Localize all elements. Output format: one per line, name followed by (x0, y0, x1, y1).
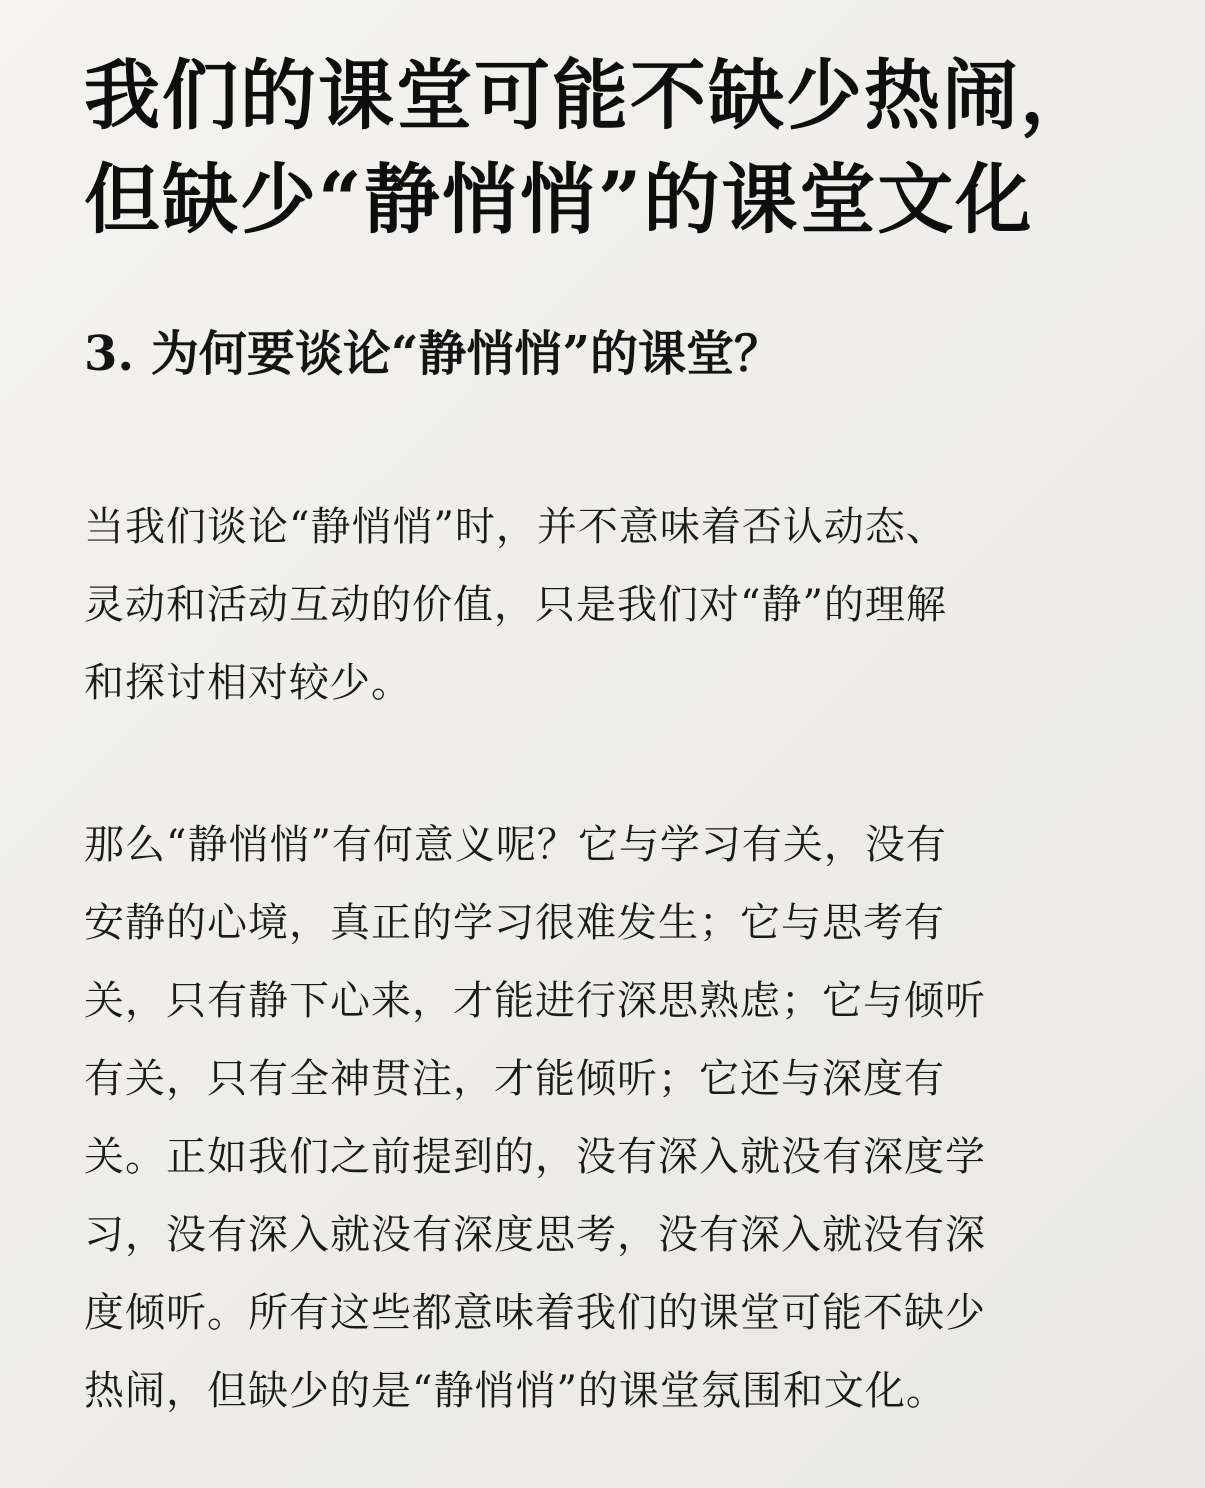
title-line-2: 但缺少“静悄悄”的课堂文化 (84, 155, 1034, 244)
paragraph-line: 有关，只有全神贯注，才能倾听；它还与深度有 (84, 1056, 945, 1102)
section-heading: 3. 为何要谈论“静悄悄”的课堂？ (84, 326, 783, 382)
paragraph-line: 和探讨相对较少。 (84, 660, 412, 706)
paragraph-line: 安静的心境，真正的学习很难发生；它与思考有 (84, 900, 945, 946)
paragraph-2 (84, 806, 1124, 1430)
paragraph-line: 度倾听。所有这些都意味着我们的课堂可能不缺少 (84, 1290, 986, 1336)
paragraph-line: 热闹，但缺少的是“静悄悄”的课堂氛围和文化。 (84, 1368, 947, 1414)
title-line-1: 我们的课堂可能不缺少热闹， (84, 51, 1098, 140)
paragraph-line: 习，没有深入就没有深度思考，没有深入就没有深 (84, 1212, 986, 1258)
paragraph-line: 那么“静悄悄”有何意义呢？它与学习有关，没有 (84, 822, 947, 868)
paragraph-1 (84, 488, 1124, 722)
paragraph-line: 关，只有静下心来，才能进行深思熟虑；它与倾听 (84, 978, 986, 1024)
paragraph-line: 灵动和活动互动的价值，只是我们对“静”的理解 (84, 582, 947, 628)
article-title (84, 44, 1144, 252)
paragraph-line: 当我们谈论“静悄悄”时，并不意味着否认动态、 (84, 504, 947, 550)
paragraph-line: 关。正如我们之前提到的，没有深入就没有深度学 (84, 1134, 986, 1180)
